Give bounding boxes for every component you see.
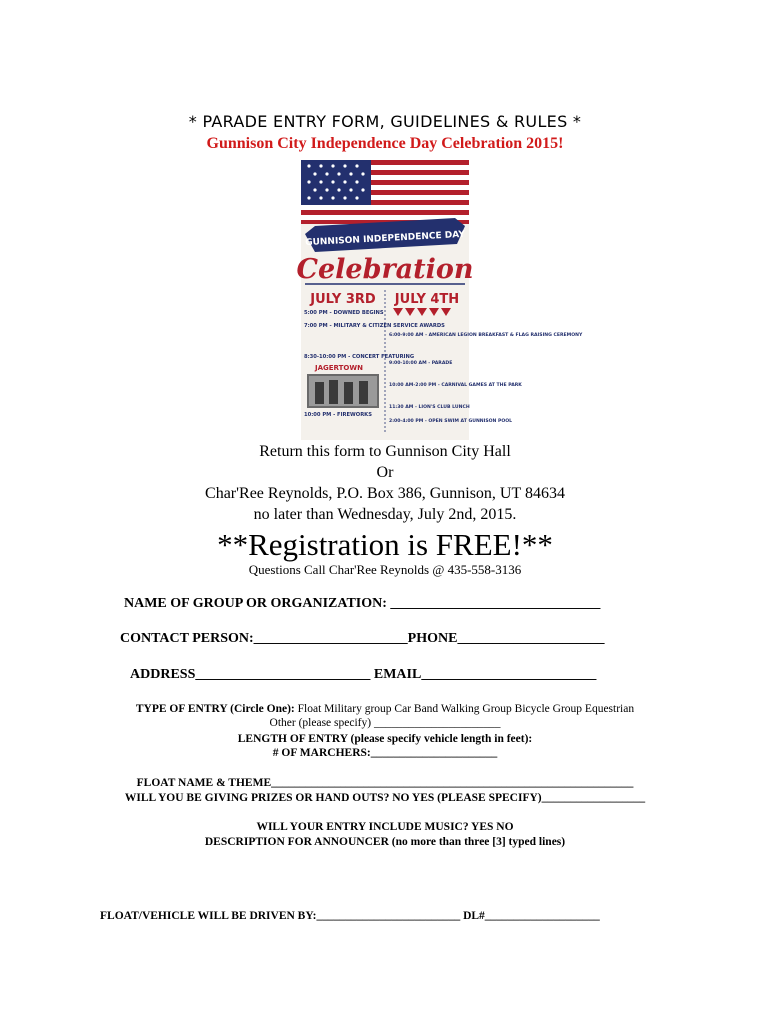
poster-day1-event: 7:00 PM - MILITARY & CITIZEN SERVICE AWARDS [304, 323, 445, 329]
group-name-label: NAME OF GROUP OR ORGANIZATION: [124, 596, 391, 611]
dl-blank[interactable]: ____________________ [484, 910, 600, 922]
poster-day2-event: 11:30 AM - LION'S CLUB LUNCH [389, 405, 470, 410]
length-of-entry-field[interactable]: LENGTH OF ENTRY (please specify vehicle length in feet): [237, 733, 533, 745]
poster-day2: JULY 4TH [394, 292, 460, 307]
poster-day1-event: 10:00 PM - FIREWORKS [304, 412, 372, 418]
form-title: * PARADE ENTRY FORM, GUIDELINES & RULES * [188, 112, 582, 131]
poster-band-name: JAGERTOWN [315, 364, 363, 372]
return-line-1: Return this form to Gunnison City Hall [259, 443, 511, 460]
questions-contact: Questions Call Char'Ree Reynolds @ 435-558-3136 [248, 562, 522, 577]
poster-day1-event: 8:30-10:00 PM - CONCERT FEATURING [304, 354, 415, 360]
poster-day1: JULY 3RD [310, 292, 376, 307]
return-deadline: no later than Wednesday, July 2nd, 2015. [253, 506, 517, 523]
other-specify-field[interactable]: Other (please specify) ______________________ [269, 717, 501, 729]
driver-row [100, 910, 600, 922]
marchers-field[interactable]: # OF MARCHERS:______________________ [272, 747, 498, 759]
phone-label: PHONE [407, 631, 458, 646]
poster-day2-event: 9:00-10:00 AM - PARADE [389, 361, 453, 366]
group-name-field[interactable] [124, 596, 600, 612]
address-label: ADDRESS [130, 667, 196, 682]
announcer-description-label: DESCRIPTION FOR ANNOUNCER (no more than three [3] typed lines) [204, 836, 566, 848]
celebration-poster-image [296, 160, 583, 440]
group-name-blank[interactable]: ______________________________ [390, 596, 601, 611]
phone-blank[interactable]: _____________________ [457, 631, 605, 646]
poster-day2-event: 6:00-9:00 AM - AMERICAN LEGION BREAKFAST & FLAG RAISING CEREMONY [389, 333, 583, 338]
poster-day2-event: 10:00 AM-2:00 PM - CARNIVAL GAMES AT THE PARK [389, 383, 522, 388]
float-name-theme-field[interactable]: FLOAT NAME & THEME_______________________________________________________________ [136, 777, 634, 789]
contact-phone-row [120, 631, 604, 647]
prizes-handouts-field[interactable]: WILL YOU BE GIVING PRIZES OR HAND OUTS? NO YES (PLEASE SPECIFY)__________________ [124, 792, 646, 804]
address-blank[interactable]: _________________________ [195, 667, 371, 682]
email-label: EMAIL [370, 667, 422, 682]
contact-person-label: CONTACT PERSON: [120, 631, 254, 646]
registration-free-heading: **Registration is FREE!** [217, 527, 553, 562]
music-question[interactable]: WILL YOUR ENTRY INCLUDE MUSIC? YES NO [256, 821, 514, 833]
event-subtitle: Gunnison City Independence Day Celebration 2015! [206, 135, 564, 152]
driver-blank[interactable]: _________________________ [316, 910, 461, 922]
driver-label: FLOAT/VEHICLE WILL BE DRIVEN BY: [100, 910, 317, 922]
type-of-entry-row [0, 703, 770, 715]
poster-banner-text: GUNNISON INDEPENDENCE DAY [304, 229, 466, 249]
type-of-entry-options[interactable]: Float Military group Car Band Walking Group Bicycle Group Equestrian [294, 703, 635, 715]
address-email-row [130, 667, 596, 683]
poster-day1-event: 5:00 PM - DOWNED BEGINS [304, 310, 384, 316]
email-blank[interactable]: _________________________ [421, 667, 597, 682]
poster-script-title: Celebration [296, 254, 474, 285]
poster-day2-event: 2:00-4:00 PM - OPEN SWIM AT GUNNISON POOL [389, 419, 513, 424]
return-address: Char'Ree Reynolds, P.O. Box 386, Gunnison, UT 84634 [205, 485, 565, 502]
return-line-2: Or [376, 464, 394, 481]
flag-canton [301, 160, 371, 205]
dl-label: DL# [460, 910, 485, 922]
type-of-entry-label: TYPE OF ENTRY (Circle One): [135, 703, 295, 715]
contact-person-blank[interactable]: ______________________ [253, 631, 408, 646]
